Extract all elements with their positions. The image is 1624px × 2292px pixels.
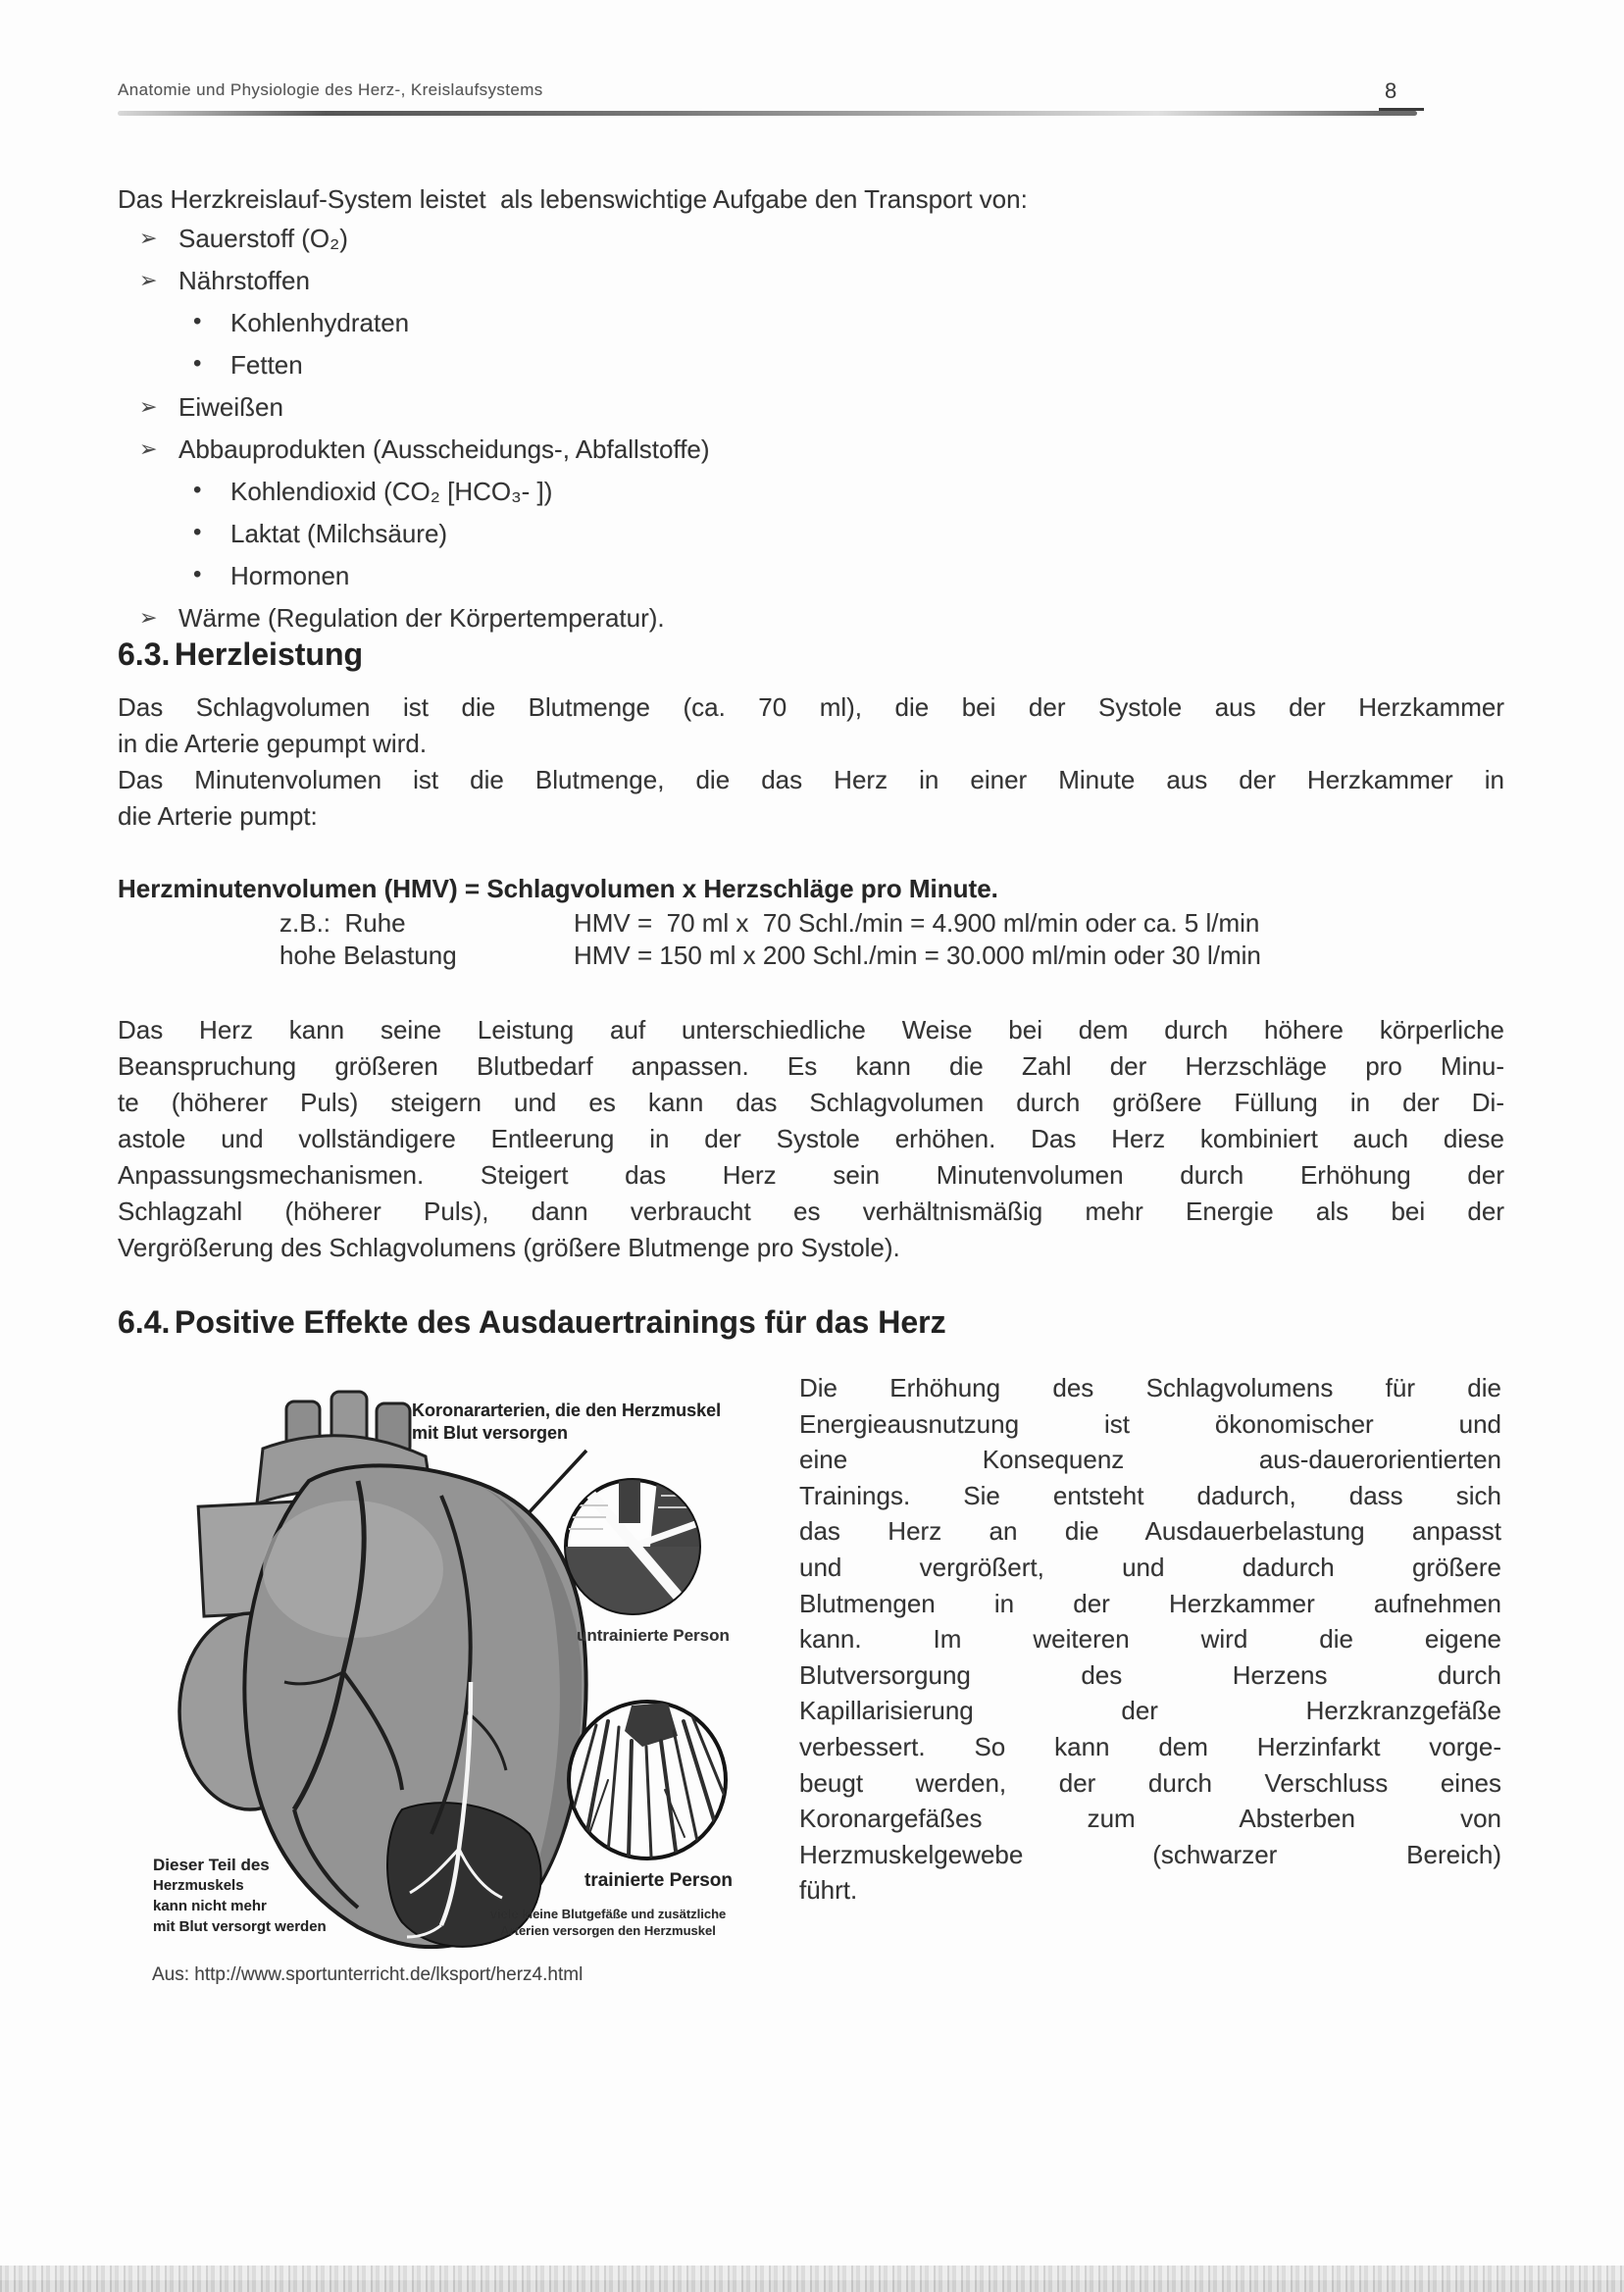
text-line: Das Schlagvolumen ist die Blutmenge (ca. 70 ml), die bei der Systole aus der Herzkammer (118, 692, 1504, 722)
label-line: Koronararterien, die den Herzmuskel (412, 1401, 722, 1420)
list-item-label: Kohlendioxid (CO₂ [HCO₃- ]) (230, 477, 553, 506)
text-line: und vergrößert, und dadurch größere (799, 1552, 1501, 1582)
page-number-underline (1379, 108, 1424, 111)
text-line: astole und vollständigere Entleerung in der Systole erhöhen. Das Herz kombiniert auch diese (118, 1124, 1504, 1153)
inset-trained (569, 1702, 726, 1859)
list-item (118, 308, 1098, 350)
section-6-4-body (799, 1370, 1501, 1909)
inset-untrained (564, 1478, 703, 1617)
hmv-formula: Herzminutenvolumen (HMV) = Schlagvolumen x Herzschläge pro Minute. (118, 874, 998, 903)
text-line: Koronargefäßes zum Absterben von (799, 1804, 1501, 1834)
example-value: HMV = 150 ml x 200 Schl./min = 30.000 ml/min oder 30 l/min (574, 941, 1261, 970)
label-untrained-person: untrainierte Person (577, 1626, 730, 1645)
text-line: Kapillarisierung der Herzkranzgefäße (799, 1696, 1501, 1726)
heart-figure (147, 1388, 824, 1981)
paragraph-schlagvolumen (118, 689, 1504, 762)
text-line: führt. (799, 1875, 858, 1906)
arrow-bullet-icon: ➢ (139, 268, 158, 292)
text-line: Anpassungsmechanismen. Steigert das Herz sein Minutenvolumen durch Erhöhung der (118, 1160, 1504, 1190)
text-line: Herzmuskelgewebe (schwarzer Bereich) (799, 1839, 1501, 1869)
label-line: Herzmuskels (153, 1877, 244, 1894)
list-item-label: Wärme (Regulation der Körpertemperatur). (178, 603, 665, 633)
text-line: Das Minutenvolumen ist die Blutmenge, die das Herz in einer Minute aus der Herzkammer in (118, 765, 1504, 794)
list-item (118, 477, 1098, 519)
arrow-bullet-icon: ➢ (139, 394, 158, 419)
figure-source: Aus: http://www.sportunterricht.de/lksport/herz4.html (152, 1964, 584, 1985)
example-label: z.B.: Ruhe (279, 908, 406, 938)
text-line: Energieausnutzung ist ökonomischer und (799, 1408, 1501, 1439)
list-item-label: Eiweißen (178, 392, 283, 422)
header-title: Anatomie und Physiologie des Herz-, Kreislaufsystems (118, 80, 543, 99)
text-line: eine Konsequenz aus-dauerorientierten (799, 1445, 1501, 1475)
example-value: HMV = 70 ml x 70 Schl./min = 4.900 ml/min oder ca. 5 l/min (574, 908, 1260, 938)
list-item-label: Hormonen (230, 561, 350, 590)
intro-lead: Das Herzkreislauf-System leistet als lebenswichtige Aufgabe den Transport von: (118, 184, 1028, 214)
text-line: die Arterie pumpt: (118, 801, 318, 831)
text-line: Blutversorgung des Herzens durch (799, 1659, 1501, 1690)
dot-bullet-icon: • (193, 561, 202, 587)
label-trained-person: trainierte Person (584, 1870, 733, 1891)
section-number: 6.3. (118, 637, 171, 672)
label-line: Dieser Teil des (153, 1856, 270, 1874)
list-item (118, 266, 1098, 308)
header-rule (118, 111, 1417, 116)
text-line: Schlagzahl (höherer Puls), dann verbraucht es verhältnismäßig mehr Energie als bei der (118, 1197, 1504, 1226)
list-item (118, 392, 1098, 434)
list-item (118, 350, 1098, 392)
label-line: viele kleine Blutgefäße und zusätzliche (489, 1907, 727, 1921)
text-line: Vergrößerung des Schlagvolumens (größere Blutmenge pro Systole). (118, 1233, 900, 1262)
section-number: 6.4. (118, 1304, 171, 1340)
section-title: Herzleistung (175, 637, 364, 672)
text-line: te (höherer Puls) steigern und es kann das Schlagvolumen durch größere Füllung in der Di- (118, 1088, 1504, 1117)
dot-bullet-icon: • (193, 308, 202, 334)
text-line: verbessert. So kann dem Herzinfarkt vorge- (799, 1731, 1501, 1761)
label-line: mit Blut versorgt werden (153, 1918, 327, 1935)
text-line: kann. Im weiteren wird die eigene (799, 1624, 1501, 1655)
list-item-label: Sauerstoff (O₂) (178, 224, 348, 253)
arrow-bullet-icon: ➢ (139, 605, 158, 630)
text-line: das Herz an die Ausdauerbelastung anpasst (799, 1516, 1501, 1547)
hmv-examples (118, 908, 1504, 973)
list-item (118, 224, 1098, 266)
text-line: Beanspruchung größeren Blutbedarf anpassen. Es kann die Zahl der Herzschläge pro Minu- (118, 1051, 1504, 1081)
transport-list (118, 224, 1098, 645)
section-6-3-heading (118, 637, 363, 673)
label-coronary-arteries (412, 1400, 721, 1445)
paragraph-anpassung (118, 1012, 1504, 1266)
arrow-bullet-icon: ➢ (139, 226, 158, 250)
label-trained-person-detail (471, 1906, 745, 1939)
text-line: Blutmengen in der Herzkammer aufnehmen (799, 1588, 1501, 1618)
paragraph-minutenvolumen (118, 762, 1504, 835)
label-line: kann nicht mehr (153, 1898, 267, 1914)
label-line: Arterien versorgen den Herzmuskel (500, 1923, 716, 1938)
page-number: 8 (1385, 78, 1397, 103)
dot-bullet-icon: • (193, 350, 202, 377)
list-item-label: Nährstoffen (178, 266, 310, 295)
dot-bullet-icon: • (193, 477, 202, 503)
example-label: hohe Belastung (279, 941, 457, 970)
label-infarct-region (153, 1855, 327, 1937)
list-item (118, 561, 1098, 603)
list-item (118, 434, 1098, 477)
example-row (118, 908, 1504, 941)
list-item-label: Fetten (230, 350, 303, 380)
list-item (118, 519, 1098, 561)
example-row (118, 941, 1504, 973)
section-6-3-intro (118, 689, 1504, 835)
list-item-label: Abbauprodukten (Ausscheidungs-, Abfallstoffe) (178, 434, 710, 464)
dot-bullet-icon: • (193, 519, 202, 545)
section-title: Positive Effekte des Ausdauertrainings für das Herz (175, 1304, 946, 1340)
label-line: mit Blut versorgen (412, 1423, 569, 1443)
text-line: beugt werden, der durch Verschluss eines (799, 1767, 1501, 1798)
list-item-label: Laktat (Milchsäure) (230, 519, 448, 548)
text-line: Trainings. Sie entsteht dadurch, dass sich (799, 1480, 1501, 1510)
section-6-4-heading (118, 1304, 946, 1341)
text-line: Die Erhöhung des Schlagvolumens für die (799, 1373, 1501, 1402)
list-item-label: Kohlenhydraten (230, 308, 410, 337)
text-line: in die Arterie gepumpt wird. (118, 729, 428, 758)
scan-artifact-band (0, 2266, 1624, 2292)
text-line: Das Herz kann seine Leistung auf unterschiedliche Weise bei dem durch höhere körperliche (118, 1015, 1504, 1044)
arrow-bullet-icon: ➢ (139, 436, 158, 461)
